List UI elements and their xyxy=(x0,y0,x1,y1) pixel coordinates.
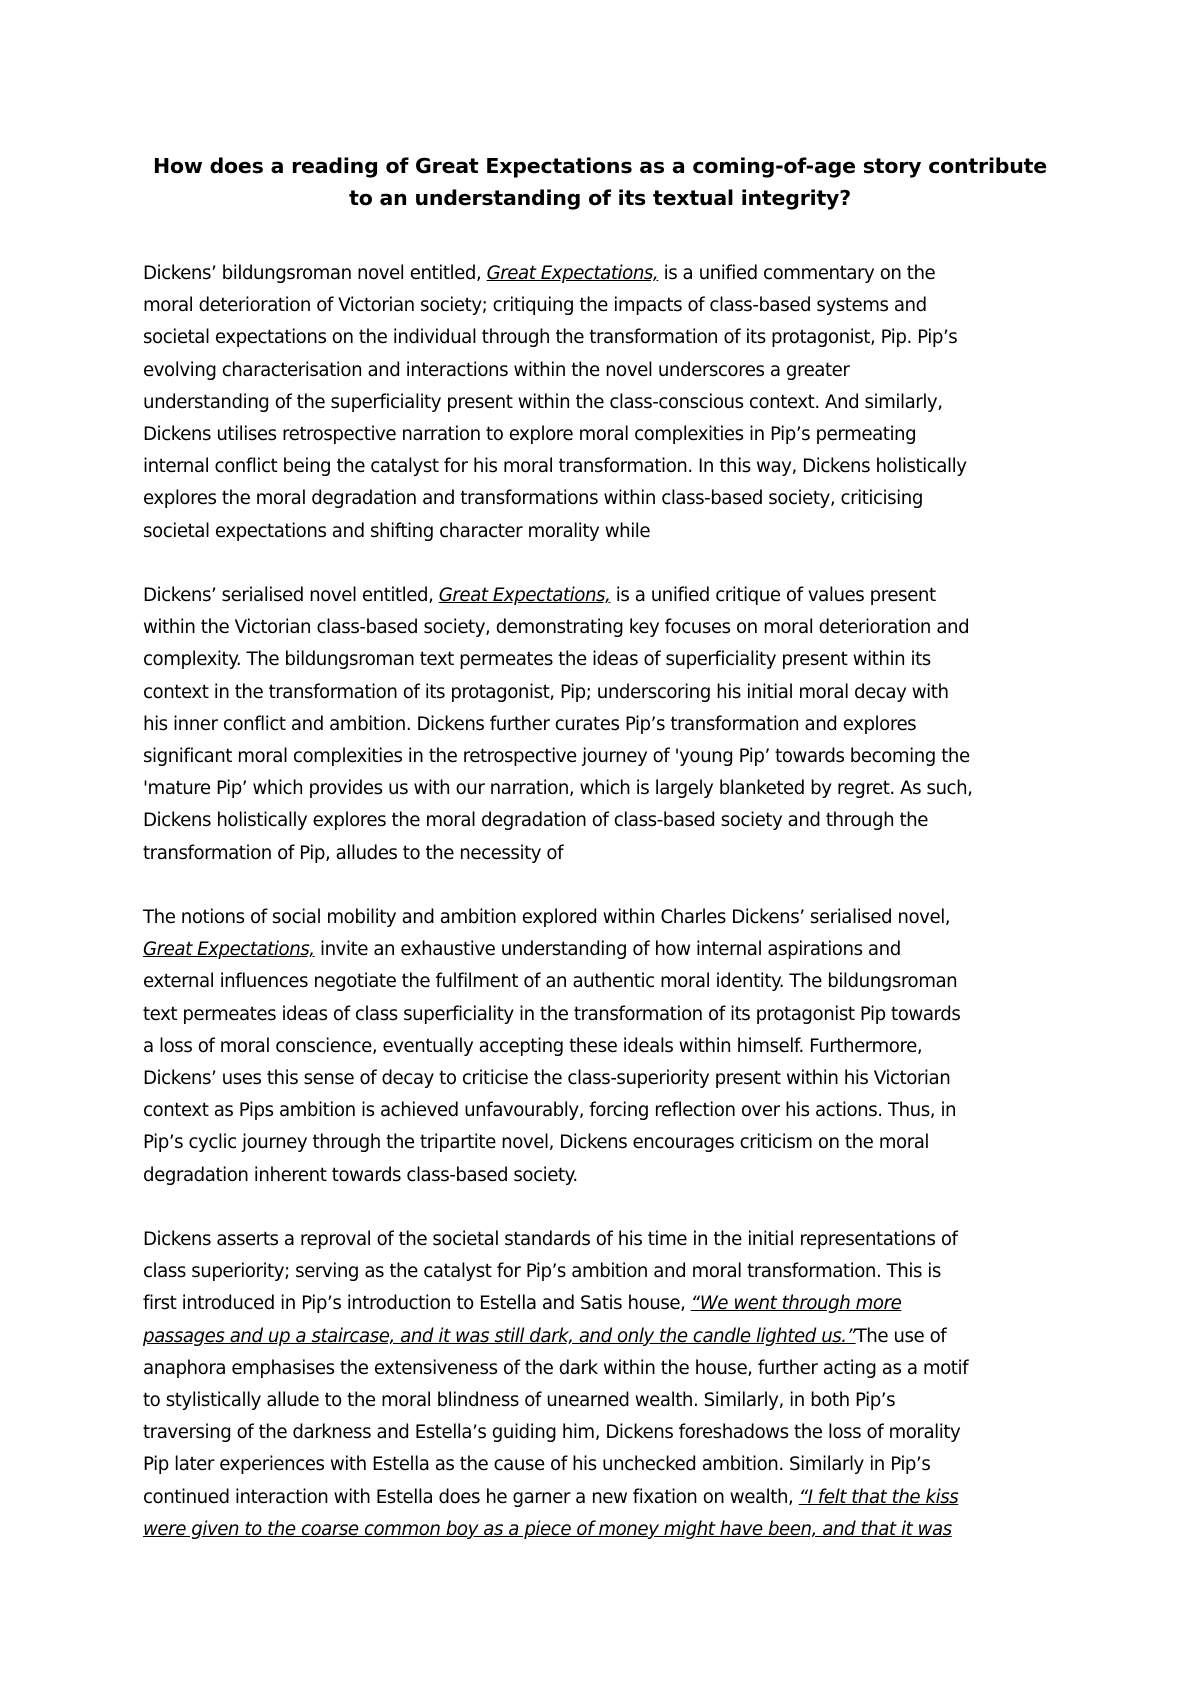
text-segment: Dickens’ serialised novel entitled, xyxy=(143,585,439,607)
paragraph-line xyxy=(143,1063,1063,1095)
paragraph-line xyxy=(143,773,1063,805)
text-segment: understanding of the superficiality present within the class-conscious context. And similarly, xyxy=(143,391,943,413)
text-segment: is a unified commentary on the xyxy=(658,263,936,284)
paragraph-line xyxy=(143,1127,1063,1159)
paragraph xyxy=(143,902,1063,1192)
text-segment: Pip’s cyclic journey through the tripartite novel, Dickens encourages criticism on the moral xyxy=(143,1132,930,1154)
text-segment: a loss of moral conscience, eventually accepting these ideals within himself. Furthermore, xyxy=(143,1035,923,1057)
paragraph xyxy=(143,258,1063,548)
text-segment: first introduced in Pip’s introduction to Estella and Satis house, xyxy=(143,1293,691,1315)
paragraph-line xyxy=(143,934,1063,966)
paragraph xyxy=(143,1224,1063,1546)
paragraph-line xyxy=(143,451,1063,483)
text-segment: significant moral complexities in the retrospective journey of 'young Pip’ towards becoming the xyxy=(143,746,970,768)
text-segment: evolving characterisation and interactions within the novel underscores a greater xyxy=(143,359,850,381)
underlined-quote: Great Expectations, xyxy=(143,939,315,961)
text-segment: external influences negotiate the fulfilment of an authentic moral identity. The bildungsroman xyxy=(143,971,958,993)
text-segment: invite an exhaustive understanding of how internal aspirations and xyxy=(314,939,901,961)
underlined-quote: Great Expectations, xyxy=(486,263,659,284)
paragraph-line xyxy=(143,838,1063,870)
text-segment: continued interaction with Estella does he garner a new fixation on wealth, xyxy=(143,1486,799,1508)
paragraph xyxy=(143,580,1063,870)
essay-title xyxy=(140,150,1060,214)
paragraph-line xyxy=(143,1385,1063,1417)
text-segment: class superiority; serving as the catalyst for Pip’s ambition and moral transformation. This is xyxy=(143,1261,941,1283)
paragraph-line xyxy=(143,677,1063,709)
paragraph-line xyxy=(143,1417,1063,1449)
text-segment: anaphora emphasises the extensiveness of the dark within the house, further acting as a motif xyxy=(143,1357,969,1379)
text-segment: context as Pips ambition is achieved unfavourably, forcing reflection over his actions. Thus, in xyxy=(143,1100,957,1122)
paragraph-line xyxy=(143,1288,1063,1320)
text-segment: to stylistically allude to the moral blindness of unearned wealth. Similarly, in both Pip’s xyxy=(143,1390,896,1412)
paragraph-line xyxy=(143,1095,1063,1127)
paragraph-line xyxy=(143,419,1063,451)
text-segment: internal conflict being the catalyst for his moral transformation. In this way, Dickens holistically xyxy=(143,456,967,478)
text-segment: is a unified critique of values present xyxy=(610,585,936,607)
underlined-quote: were given to the coarse common boy as a piece of money might have been, and that it was xyxy=(143,1518,952,1540)
paragraph-line xyxy=(143,805,1063,837)
text-segment: Pip later experiences with Estella as the cause of his unchecked ambition. Similarly in Pip’s xyxy=(143,1454,931,1476)
text-segment: Dickens’ bildungsroman novel entitled, xyxy=(143,263,487,284)
paragraph-line xyxy=(143,355,1063,387)
paragraph-line xyxy=(143,741,1063,773)
paragraph-line xyxy=(143,999,1063,1031)
paragraph-line xyxy=(143,516,1063,548)
text-segment: The use of xyxy=(855,1325,947,1347)
paragraph-line xyxy=(143,1482,1063,1514)
paragraph-line xyxy=(143,709,1063,741)
paragraph-line xyxy=(143,1449,1063,1481)
paragraph-line xyxy=(143,644,1063,676)
text-segment: Dickens utilises retrospective narration to explore moral complexities in Pip’s permeating xyxy=(143,424,917,446)
text-segment: explores the moral degradation and transformations within class-based society, criticising xyxy=(143,488,923,510)
paragraph-line xyxy=(143,1353,1063,1385)
paragraph-line xyxy=(143,322,1063,354)
text-segment: degradation inherent towards class-based society. xyxy=(143,1164,578,1186)
paragraph-line xyxy=(143,258,1063,290)
essay-title-line: How does a reading of Great Expectations as a coming-of-age story contribute xyxy=(153,154,1047,178)
text-segment: Dickens asserts a reproval of the societal standards of his time in the initial representations of xyxy=(143,1229,958,1251)
paragraph-line xyxy=(143,1256,1063,1288)
paragraph-line xyxy=(143,1160,1063,1192)
text-segment: societal expectations on the individual through the transformation of its protagonist, Pip. Pip’s xyxy=(143,327,958,349)
paragraph-line xyxy=(143,387,1063,419)
text-segment: traversing of the darkness and Estella’s guiding him, Dickens foreshadows the loss of morality xyxy=(143,1422,961,1444)
paragraph-line xyxy=(143,1514,1063,1546)
paragraph-line xyxy=(143,483,1063,515)
text-segment: Dickens’ uses this sense of decay to criticise the class-superiority present within his Victorian xyxy=(143,1068,951,1090)
essay-body xyxy=(143,258,1063,1578)
underlined-quote: passages and up a staircase, and it was still dark, and only the candle lighted us.” xyxy=(143,1325,856,1347)
underlined-quote: Great Expectations, xyxy=(438,585,611,607)
paragraph-line xyxy=(143,580,1063,612)
text-segment: 'mature Pip’ which provides us with our narration, which is largely blanketed by regret. As such, xyxy=(143,778,973,800)
paragraph-line xyxy=(143,290,1063,322)
text-segment: text permeates ideas of class superficiality in the transformation of its protagonist Pip towards xyxy=(143,1003,961,1025)
paragraph-line xyxy=(143,1224,1063,1256)
underlined-quote: “I felt that the kiss xyxy=(798,1486,959,1508)
underlined-quote: “We went through more xyxy=(690,1293,902,1315)
text-segment: moral deterioration of Victorian society; critiquing the impacts of class-based systems and xyxy=(143,295,927,317)
text-segment: Dickens holistically explores the moral degradation of class-based society and through the xyxy=(143,810,928,832)
text-segment: context in the transformation of its protagonist, Pip; underscoring his initial moral decay with xyxy=(143,681,949,703)
paragraph-line xyxy=(143,1321,1063,1353)
paragraph-line xyxy=(143,966,1063,998)
paragraph-line xyxy=(143,902,1063,934)
essay-title-line: to an understanding of its textual integrity? xyxy=(349,186,851,210)
text-segment: within the Victorian class-based society, demonstrating key focuses on moral deterioration and xyxy=(143,617,970,639)
text-segment: transformation of Pip, alludes to the necessity of xyxy=(143,842,564,864)
text-segment: his inner conflict and ambition. Dickens further curates Pip’s transformation and explores xyxy=(143,713,917,735)
text-segment: societal expectations and shifting character morality while xyxy=(143,520,651,542)
paragraph-line xyxy=(143,612,1063,644)
text-segment: complexity. The bildungsroman text permeates the ideas of superficiality present within its xyxy=(143,649,931,671)
paragraph-line xyxy=(143,1031,1063,1063)
text-segment: The notions of social mobility and ambition explored within Charles Dickens’ serialised novel, xyxy=(143,907,951,929)
